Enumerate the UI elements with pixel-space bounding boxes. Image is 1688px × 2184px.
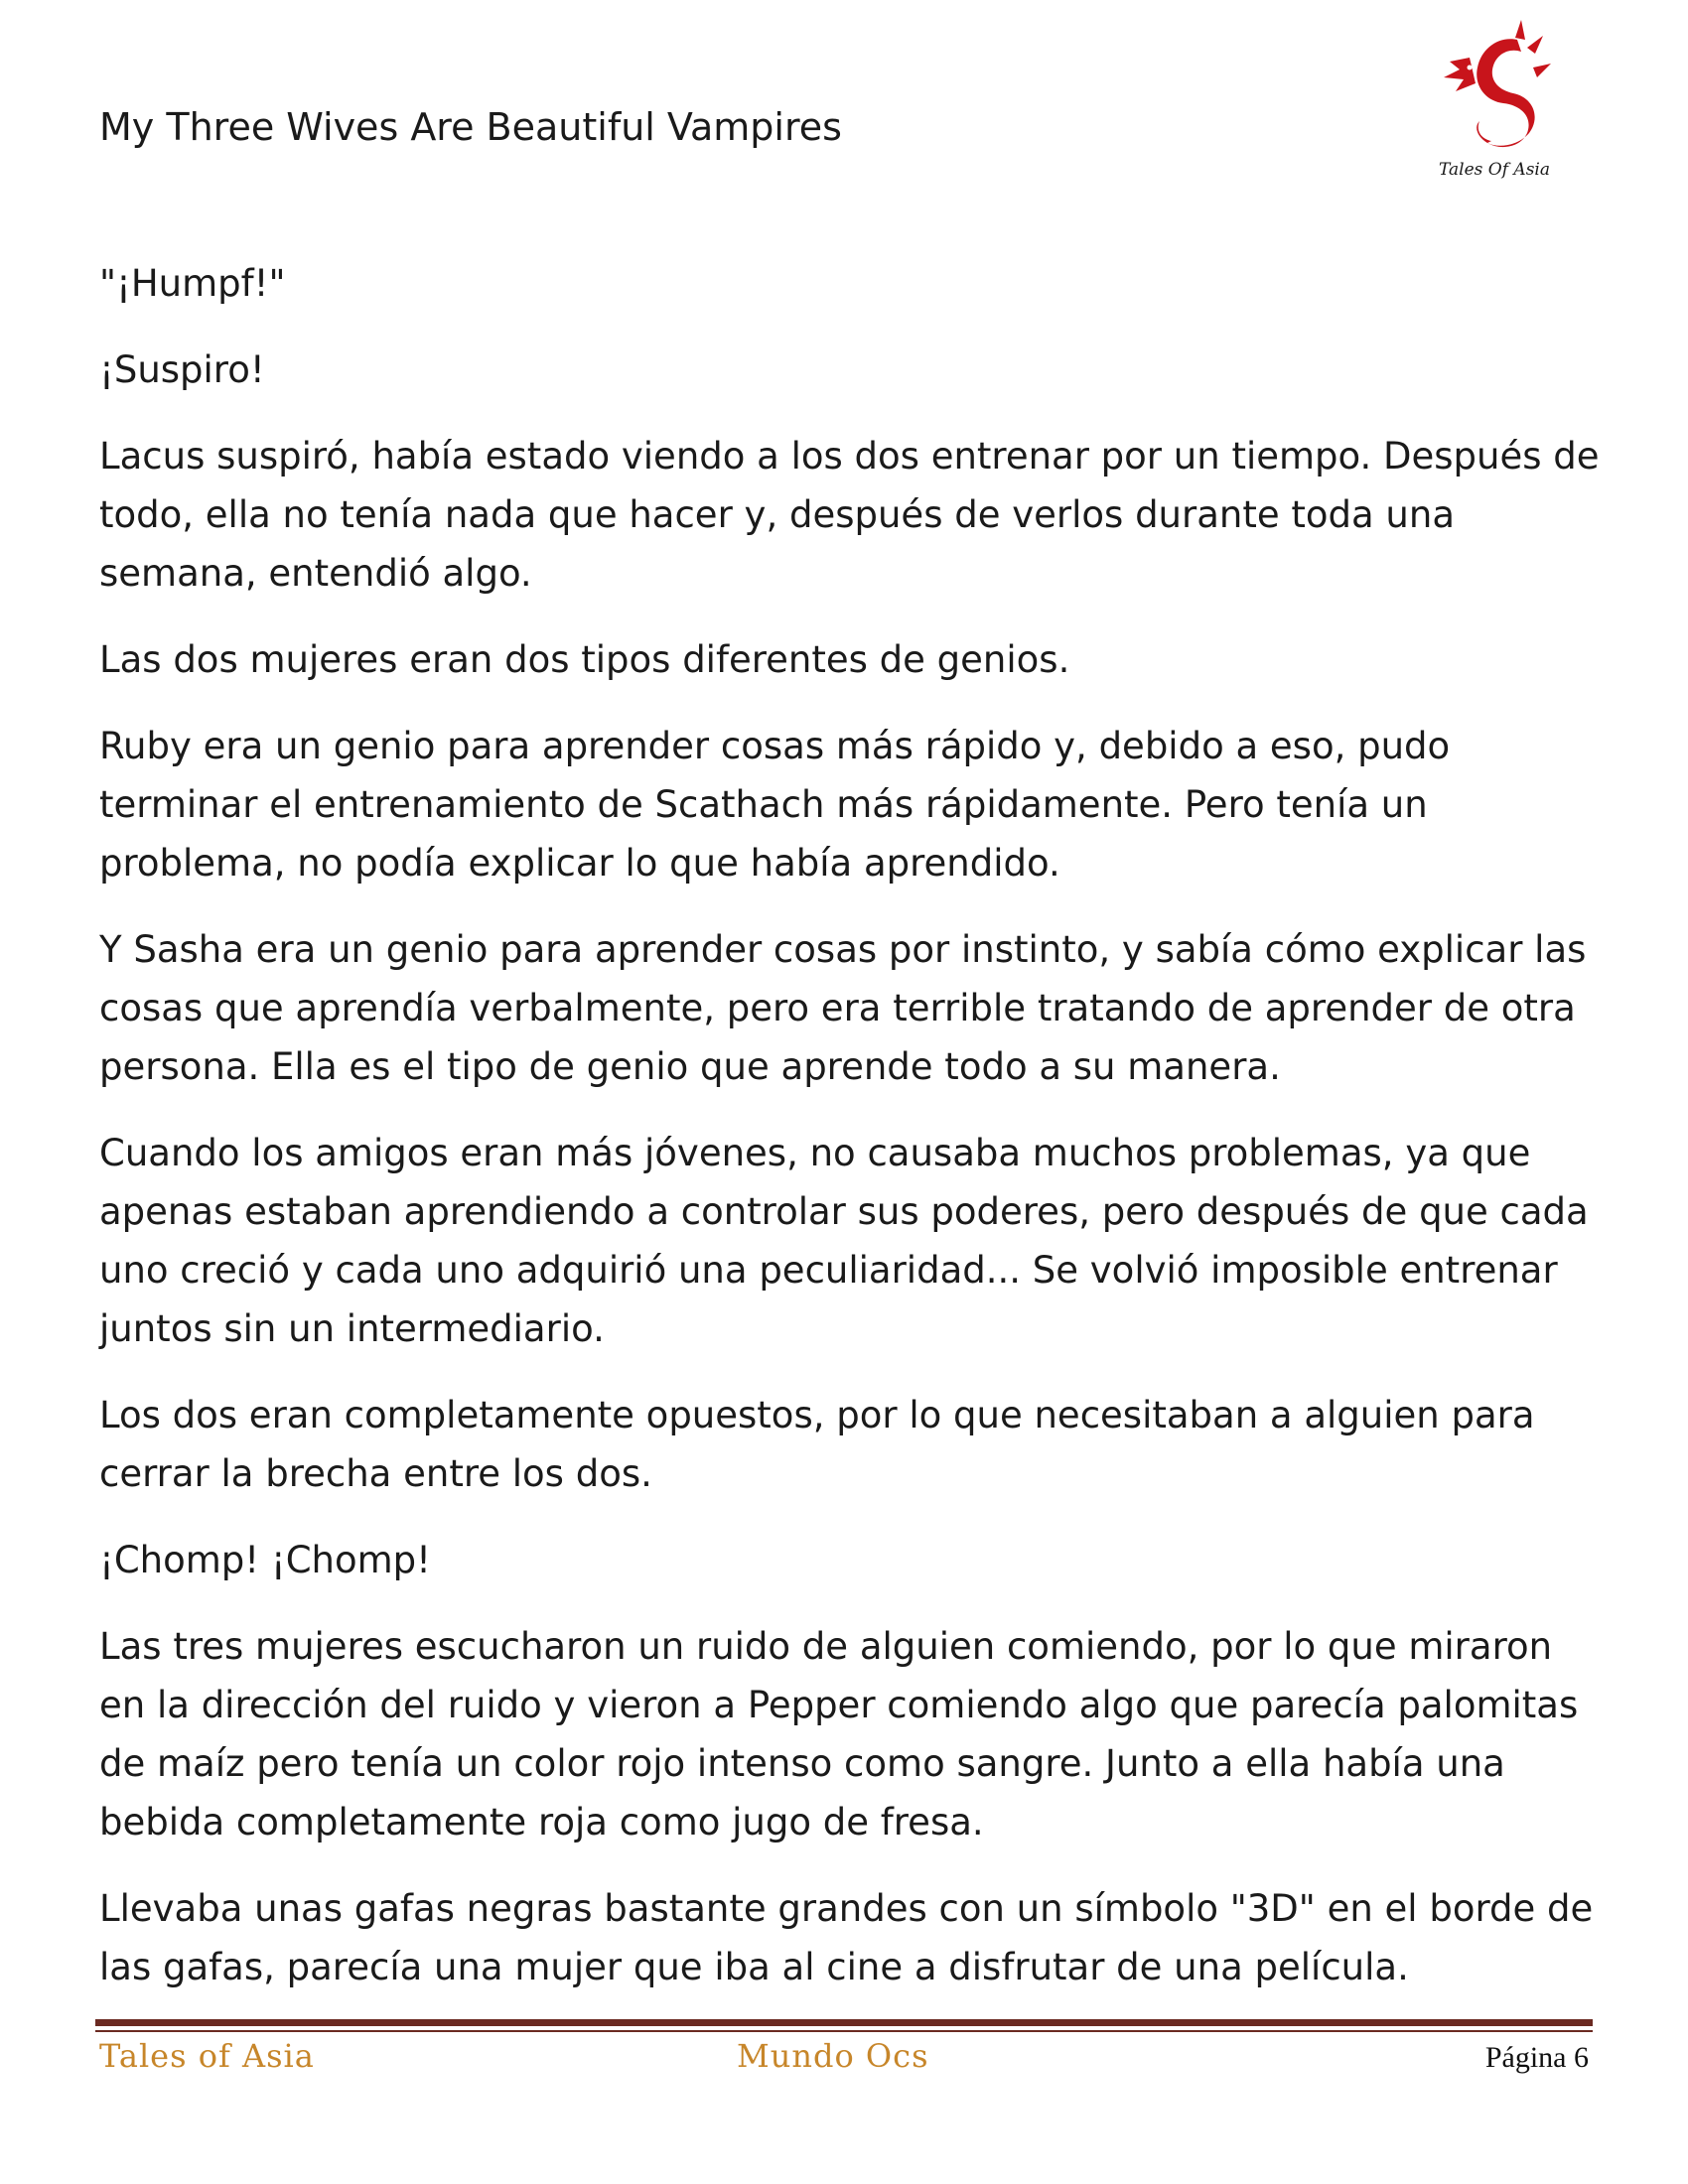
page-number: Página 6 [1484, 2041, 1589, 2074]
paragraph: Cuando los amigos eran más jóvenes, no causaba muchos problemas, ya que apenas estaban aprendiendo a controlar sus poderes, pero después de que cada uno creció y cada uno adquirió una peculiaridad... Se volvió imposible entrenar juntos sin un intermediario. [99, 1132, 1589, 1350]
document-title: My Three Wives Are Beautiful Vampires [99, 105, 842, 149]
paragraph: Los dos eran completamente opuestos, por lo que necesitaban a alguien para cerrar la brecha entre los dos. [99, 1394, 1535, 1495]
footer-section-name: Mundo Ocs [737, 2037, 929, 2075]
chapter-body [99, 254, 1609, 2024]
footer-rule [95, 2019, 1593, 2026]
paragraph: ¡Suspiro! [99, 348, 265, 391]
paragraph: Las dos mujeres eran dos tipos diferentes de genios. [99, 638, 1070, 681]
paragraph: ¡Chomp! ¡Chomp! [99, 1539, 431, 1581]
paragraph: Ruby era un genio para aprender cosas más rápido y, debido a eso, pudo terminar el entrenamiento de Scathach más rápidamente. Pero tenía un problema, no podía explicar lo que había aprendido. [99, 725, 1451, 885]
footer-rule-thin [95, 2030, 1593, 2032]
paragraph: Y Sasha era un genio para aprender cosas por instinto, y sabía cómo explicar las cosas que aprendía verbalmente, pero era terrible tratando de aprender de otra persona. Ella es el tipo de genio que aprende todo a su manera. [99, 928, 1587, 1088]
paragraph: Llevaba unas gafas negras bastante grandes con un símbolo "3D" en el borde de las gafas, parecía una mujer que iba al cine a disfrutar de una película. [99, 1887, 1594, 1988]
svg-text:Tales Of Asia: Tales Of Asia [1439, 160, 1550, 180]
red-dragon-icon [1430, 18, 1559, 182]
paragraph: Las tres mujeres escucharon un ruido de alguien comiendo, por lo que miraron en la dirección del ruido y vieron a Pepper comiendo algo que parecía palomitas de maíz pero tenía un color rojo intenso como sangre. Junto a ella había una bebida completamente roja como jugo de fresa. [99, 1625, 1579, 1843]
tales-of-asia-logo [1430, 18, 1559, 182]
paragraph: Lacus suspiró, había estado viendo a los dos entrenar por un tiempo. Después de todo, ella no tenía nada que hacer y, después de verlos durante toda una semana, entendió algo. [99, 435, 1600, 595]
footer-site-name: Tales of Asia [99, 2037, 315, 2075]
paragraph: "¡Humpf!" [99, 262, 286, 305]
